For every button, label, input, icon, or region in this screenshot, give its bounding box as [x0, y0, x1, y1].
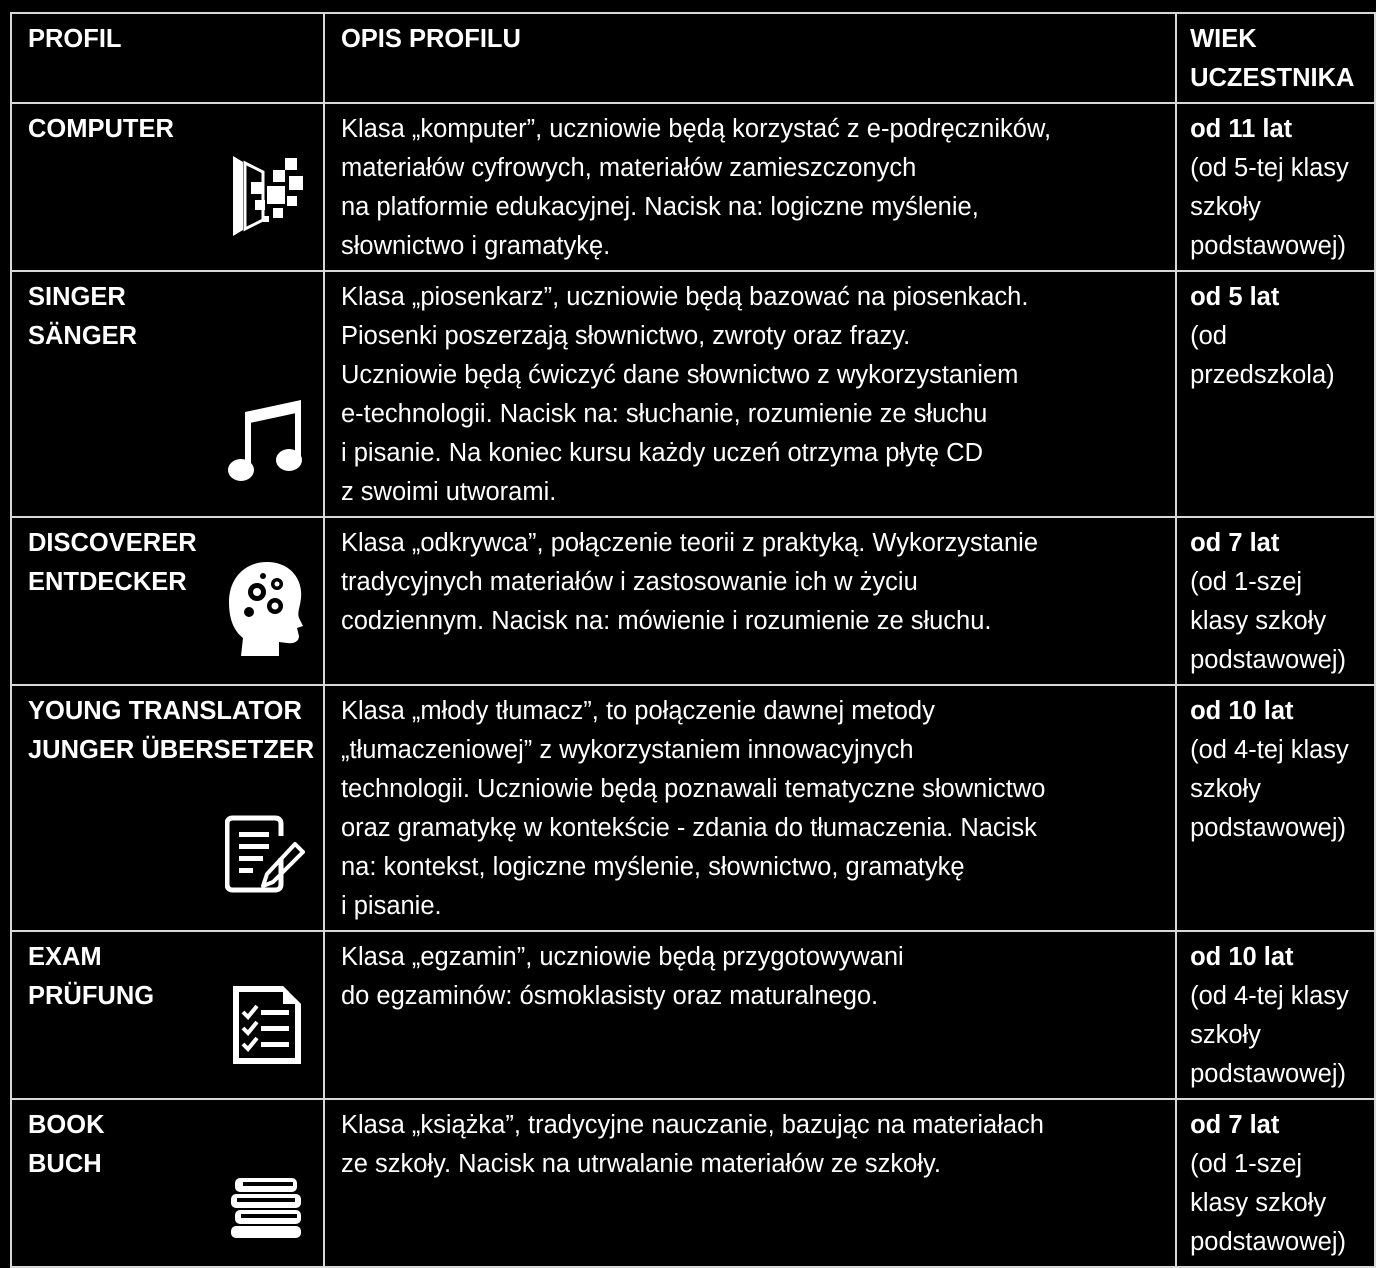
table-row [11, 103, 1375, 271]
description-line: Klasa „odkrywca”, połączenie teorii z praktyką. Wykorzystanie [340, 529, 1038, 557]
description-line: Klasa „młody tłumacz”, to połączenie dawnej metody [340, 697, 935, 725]
table-row [11, 517, 1375, 685]
profile-name: COMPUTER [28, 115, 174, 143]
books-stack-icon [229, 1176, 305, 1238]
table-row [11, 685, 1375, 931]
head-gears-icon [227, 558, 305, 658]
description-line: ze szkoły. Nacisk na utrwalanie materiałów ze szkoły. [340, 1150, 941, 1178]
profile-age-cell [1176, 931, 1375, 1099]
header-description: OPIS PROFILU [324, 13, 1176, 103]
age-value: od 7 lat [1190, 1111, 1280, 1139]
profile-name-cell [11, 517, 324, 685]
description-line: Klasa „komputer”, uczniowie będą korzystać z e-podręczników, [340, 115, 1052, 143]
description-line: oraz gramatykę w kontekście - zdania do tłumaczenia. Nacisk [340, 814, 1037, 842]
age-detail: (od 1-szej [1190, 568, 1303, 596]
description-line: i pisanie. Na koniec kursu każdy uczeń otrzyma płytę CD [340, 439, 983, 467]
profile-name-de: PRÜFUNG [28, 982, 155, 1010]
profile-name-de: ENTDECKER [28, 568, 187, 596]
profile-description-cell [324, 685, 1176, 931]
profile-name-de: BUCH [28, 1150, 102, 1178]
profile-description-cell [324, 1099, 1176, 1267]
profiles-table [10, 12, 1376, 1268]
computer-pixel-icon [229, 154, 305, 238]
profile-name: SINGER [28, 283, 126, 311]
description-line: do egzaminów: ósmoklasisty oraz maturalnego. [340, 982, 879, 1010]
description-line: z swoimi utworami. [340, 478, 557, 506]
description-line: Klasa „piosenkarz”, uczniowie będą bazować na piosenkach. [340, 283, 1029, 311]
description-line: na platformie edukacyjnej. Nacisk na: logiczne myślenie, [340, 193, 979, 221]
description-line: słownictwo i gramatykę. [340, 232, 611, 260]
age-detail: (od 5-tej klasy [1190, 154, 1349, 182]
age-detail: (od 4-tej klasy [1190, 736, 1349, 764]
age-detail: (od 4-tej klasy [1190, 982, 1349, 1010]
profile-description-cell [324, 517, 1176, 685]
age-value: od 10 lat [1190, 943, 1294, 971]
age-detail: szkoły [1190, 193, 1261, 221]
checklist-icon [229, 982, 305, 1068]
age-detail: podstawowej) [1190, 1228, 1346, 1256]
age-value: od 5 lat [1190, 283, 1280, 311]
age-value: od 11 lat [1190, 115, 1293, 143]
age-detail: podstawowej) [1190, 814, 1346, 842]
header-age-line1: WIEK [1190, 25, 1257, 53]
profile-description-cell [324, 103, 1176, 271]
age-detail: szkoły [1190, 775, 1261, 803]
profile-name: BOOK [28, 1111, 105, 1139]
profile-name-de: JUNGER ÜBERSETZER [28, 736, 315, 764]
description-line: „tłumaczeniowej” z wykorzystaniem innowacyjnych [340, 736, 914, 764]
table-row [11, 931, 1375, 1099]
profile-name: EXAM [28, 943, 102, 971]
description-line: Piosenki poszerzają słownictwo, zwroty oraz frazy. [340, 322, 911, 350]
description-line: tradycyjnych materiałów i zastosowanie ich w życiu [340, 568, 918, 596]
table-row [11, 271, 1375, 517]
age-detail: podstawowej) [1190, 1060, 1346, 1088]
age-detail: (od 1-szej [1190, 1150, 1303, 1178]
description-line: Klasa „egzamin”, uczniowie będą przygotowywani [340, 943, 904, 971]
document-pencil-icon [225, 814, 305, 894]
profile-age-cell [1176, 1099, 1375, 1267]
description-line: i pisanie. [340, 892, 442, 920]
header-age-line2: UCZESTNIKA [1190, 64, 1355, 92]
age-value: od 10 lat [1190, 697, 1294, 725]
profile-age-cell [1176, 103, 1375, 271]
header-profile: PROFIL [11, 13, 324, 103]
description-line: na: kontekst, logiczne myślenie, słownictwo, gramatykę [340, 853, 965, 881]
profile-age-cell [1176, 685, 1375, 931]
age-detail: podstawowej) [1190, 232, 1346, 260]
header-age [1176, 13, 1375, 103]
age-detail: (od [1190, 322, 1227, 350]
profile-age-cell [1176, 517, 1375, 685]
table-row [11, 1099, 1375, 1267]
profile-name: YOUNG TRANSLATOR [28, 697, 302, 725]
profile-description-cell [324, 931, 1176, 1099]
description-line: technologii. Uczniowie będą poznawali tematyczne słownictwo [340, 775, 1046, 803]
profile-name-cell [11, 1099, 324, 1267]
age-detail: podstawowej) [1190, 646, 1346, 674]
description-line: Uczniowie będą ćwiczyć dane słownictwo z wykorzystaniem [340, 361, 1019, 389]
profile-name-cell [11, 685, 324, 931]
profile-age-cell [1176, 271, 1375, 517]
age-detail: klasy szkoły [1190, 607, 1327, 635]
profile-name: DISCOVERER [28, 529, 197, 557]
profile-name-cell [11, 931, 324, 1099]
profile-name-cell [11, 271, 324, 517]
age-detail: przedszkola) [1190, 361, 1335, 389]
description-line: materiałów cyfrowych, materiałów zamieszczonych [340, 154, 917, 182]
age-detail: szkoły [1190, 1021, 1261, 1049]
profiles-table-wrapper [10, 12, 1376, 1268]
profile-name-cell [11, 103, 324, 271]
age-value: od 7 lat [1190, 529, 1280, 557]
description-line: Klasa „książka”, tradycyjne nauczanie, bazując na materiałach [340, 1111, 1044, 1139]
profile-description-cell [324, 271, 1176, 517]
age-detail: klasy szkoły [1190, 1189, 1327, 1217]
music-note-icon [227, 398, 305, 484]
description-line: e-technologii. Nacisk na: słuchanie, rozumienie ze słuchu [340, 400, 988, 428]
profile-name-de: SÄNGER [28, 322, 138, 350]
table-header-row [11, 13, 1375, 103]
description-line: codziennym. Nacisk na: mówienie i rozumienie ze słuchu. [340, 607, 992, 635]
